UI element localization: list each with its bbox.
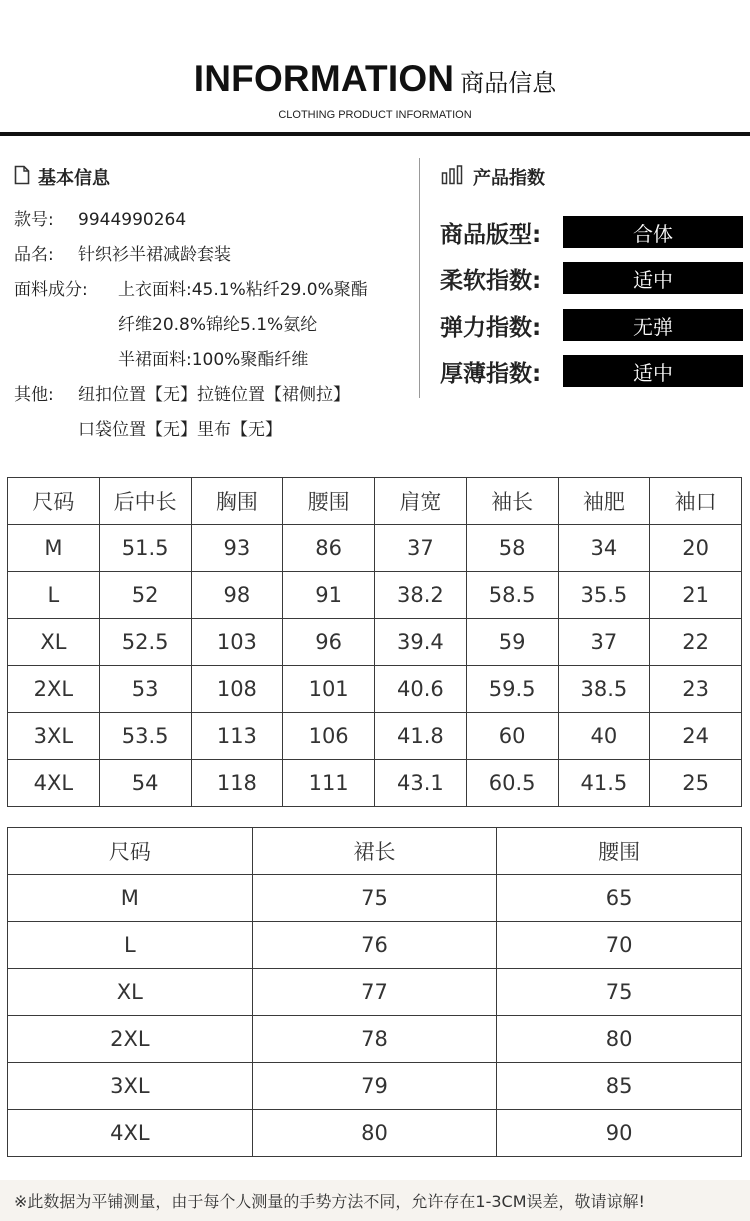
table-cell: 21 xyxy=(650,572,742,619)
index-label: 柔软指数: xyxy=(440,267,542,294)
index-row-fit xyxy=(440,216,745,248)
table-cell: 98 xyxy=(191,572,283,619)
table-cell: 2XL xyxy=(8,666,100,713)
table-cell: 76 xyxy=(252,922,497,969)
table-cell: 108 xyxy=(191,666,283,713)
table-cell: 93 xyxy=(191,525,283,572)
index-row-thickness xyxy=(440,355,745,387)
table-cell: 51.5 xyxy=(99,525,191,572)
table-cell: 96 xyxy=(283,619,375,666)
table-cell: 52 xyxy=(99,572,191,619)
table-cell: 53 xyxy=(99,666,191,713)
index-value-badge: 合体 xyxy=(563,216,743,248)
table-header-row xyxy=(8,478,742,525)
table-row xyxy=(8,1063,742,1110)
index-label: 弹力指数: xyxy=(440,314,542,341)
table-cell: 34 xyxy=(558,525,650,572)
table-header-cell: 后中长 xyxy=(99,478,191,525)
table-row xyxy=(8,922,742,969)
table-cell: XL xyxy=(8,619,100,666)
table-cell: 80 xyxy=(497,1016,742,1063)
table-cell: 43.1 xyxy=(375,760,467,807)
table-cell: 111 xyxy=(283,760,375,807)
top-size-table xyxy=(7,477,742,807)
title-cn: 商品信息 xyxy=(460,69,557,97)
table-cell: L xyxy=(8,572,100,619)
table-cell: L xyxy=(8,922,253,969)
table-header-row xyxy=(8,828,742,875)
table-cell: 58 xyxy=(466,525,558,572)
table-header-cell: 肩宽 xyxy=(375,478,467,525)
table-cell: 40.6 xyxy=(375,666,467,713)
table-cell: 40 xyxy=(558,713,650,760)
page-subtitle: CLOTHING PRODUCT INFORMATION xyxy=(278,109,472,121)
title-en: INFORMATION xyxy=(193,58,455,99)
table-row xyxy=(8,760,742,807)
fabric-line: 上衣面料:45.1%粘纤29.0%聚酯 xyxy=(118,280,368,300)
index-row-softness xyxy=(440,262,745,294)
style-no-label: 款号: xyxy=(14,210,54,230)
style-no-row xyxy=(14,205,186,230)
table-cell: 65 xyxy=(497,875,742,922)
index-value-badge: 适中 xyxy=(563,262,743,294)
fabric-line: 半裙面料:100%聚酯纤维 xyxy=(118,350,309,370)
table-row xyxy=(8,1110,742,1157)
table-cell: 101 xyxy=(283,666,375,713)
table-cell: 3XL xyxy=(8,1063,253,1110)
table-row xyxy=(8,525,742,572)
table-header-cell: 裙长 xyxy=(252,828,497,875)
table-cell: 113 xyxy=(191,713,283,760)
table-cell: 20 xyxy=(650,525,742,572)
table-row xyxy=(8,969,742,1016)
fabric-line: 纤维20.8%锦纶5.1%氨纶 xyxy=(118,315,318,335)
table-cell: 22 xyxy=(650,619,742,666)
table-cell: 91 xyxy=(283,572,375,619)
table-row xyxy=(8,1016,742,1063)
table-cell: 106 xyxy=(283,713,375,760)
table-header-cell: 腰围 xyxy=(497,828,742,875)
product-name-value: 针织衫半裙减龄套装 xyxy=(78,245,231,265)
table-cell: 3XL xyxy=(8,713,100,760)
table-row xyxy=(8,619,742,666)
other-line: 口袋位置【无】里布【无】 xyxy=(78,420,282,440)
table-cell: 23 xyxy=(650,666,742,713)
table-cell: 85 xyxy=(497,1063,742,1110)
table-cell: 80 xyxy=(252,1110,497,1157)
table-cell: 90 xyxy=(497,1110,742,1157)
table-cell: 75 xyxy=(252,875,497,922)
table-cell: 35.5 xyxy=(558,572,650,619)
table-cell: 86 xyxy=(283,525,375,572)
table-cell: 41.8 xyxy=(375,713,467,760)
table-row xyxy=(8,713,742,760)
table-cell: 59 xyxy=(466,619,558,666)
header-divider xyxy=(0,132,750,136)
table-cell: 2XL xyxy=(8,1016,253,1063)
footer-note-bar xyxy=(0,1180,750,1221)
section-divider xyxy=(419,158,420,398)
table-header-cell: 胸围 xyxy=(191,478,283,525)
table-cell: 38.5 xyxy=(558,666,650,713)
table-cell: 54 xyxy=(99,760,191,807)
table-cell: M xyxy=(8,525,100,572)
table-cell: M xyxy=(8,875,253,922)
table-header-cell: 腰围 xyxy=(283,478,375,525)
product-index-heading xyxy=(441,164,545,190)
table-cell: 52.5 xyxy=(99,619,191,666)
table-cell: 24 xyxy=(650,713,742,760)
table-header-cell: 袖口 xyxy=(650,478,742,525)
page-title xyxy=(0,58,750,100)
table-cell: 37 xyxy=(375,525,467,572)
table-row xyxy=(8,666,742,713)
table-cell: 78 xyxy=(252,1016,497,1063)
index-value-badge: 适中 xyxy=(563,355,743,387)
table-cell: 75 xyxy=(497,969,742,1016)
footer-note: ※此数据为平铺测量，由于每个人测量的手势方法不同，允许存在1-3CM误差，敬请谅解! xyxy=(14,1192,645,1211)
style-no-value: 9944990264 xyxy=(78,210,187,230)
page-header xyxy=(0,0,750,140)
index-value-badge: 无弹 xyxy=(563,309,743,341)
table-header-cell: 尺码 xyxy=(8,478,100,525)
table-header-cell: 袖长 xyxy=(466,478,558,525)
table-cell: 103 xyxy=(191,619,283,666)
table-cell: 38.2 xyxy=(375,572,467,619)
document-icon xyxy=(14,165,30,190)
fabric-label: 面料成分: xyxy=(14,280,88,300)
table-cell: 53.5 xyxy=(99,713,191,760)
table-cell: 39.4 xyxy=(375,619,467,666)
table-cell: 4XL xyxy=(8,760,100,807)
index-row-elasticity xyxy=(440,309,745,341)
table-row xyxy=(8,572,742,619)
table-cell: 37 xyxy=(558,619,650,666)
table-cell: 77 xyxy=(252,969,497,1016)
basic-info-title: 基本信息 xyxy=(38,168,110,189)
table-cell: 4XL xyxy=(8,1110,253,1157)
table-cell: 70 xyxy=(497,922,742,969)
skirt-size-table xyxy=(7,827,742,1157)
product-name-row xyxy=(14,240,231,265)
index-label: 厚薄指数: xyxy=(440,360,542,387)
basic-info-heading xyxy=(14,164,110,190)
product-index-title: 产品指数 xyxy=(473,168,545,189)
table-cell: 58.5 xyxy=(466,572,558,619)
table-cell: 60 xyxy=(466,713,558,760)
other-label: 其他: xyxy=(14,385,54,405)
table-cell: 25 xyxy=(650,760,742,807)
table-header-cell: 尺码 xyxy=(8,828,253,875)
product-name-label: 品名: xyxy=(14,245,54,265)
table-cell: 60.5 xyxy=(466,760,558,807)
table-cell: 41.5 xyxy=(558,760,650,807)
table-cell: 59.5 xyxy=(466,666,558,713)
index-label: 商品版型: xyxy=(440,221,542,248)
bar-chart-icon xyxy=(441,165,463,190)
other-row xyxy=(14,380,350,405)
table-row xyxy=(8,875,742,922)
table-header-cell: 袖肥 xyxy=(558,478,650,525)
other-line: 纽扣位置【无】拉链位置【裙侧拉】 xyxy=(78,385,350,405)
table-cell: 118 xyxy=(191,760,283,807)
fabric-row xyxy=(14,275,368,300)
table-cell: 79 xyxy=(252,1063,497,1110)
table-cell: XL xyxy=(8,969,253,1016)
